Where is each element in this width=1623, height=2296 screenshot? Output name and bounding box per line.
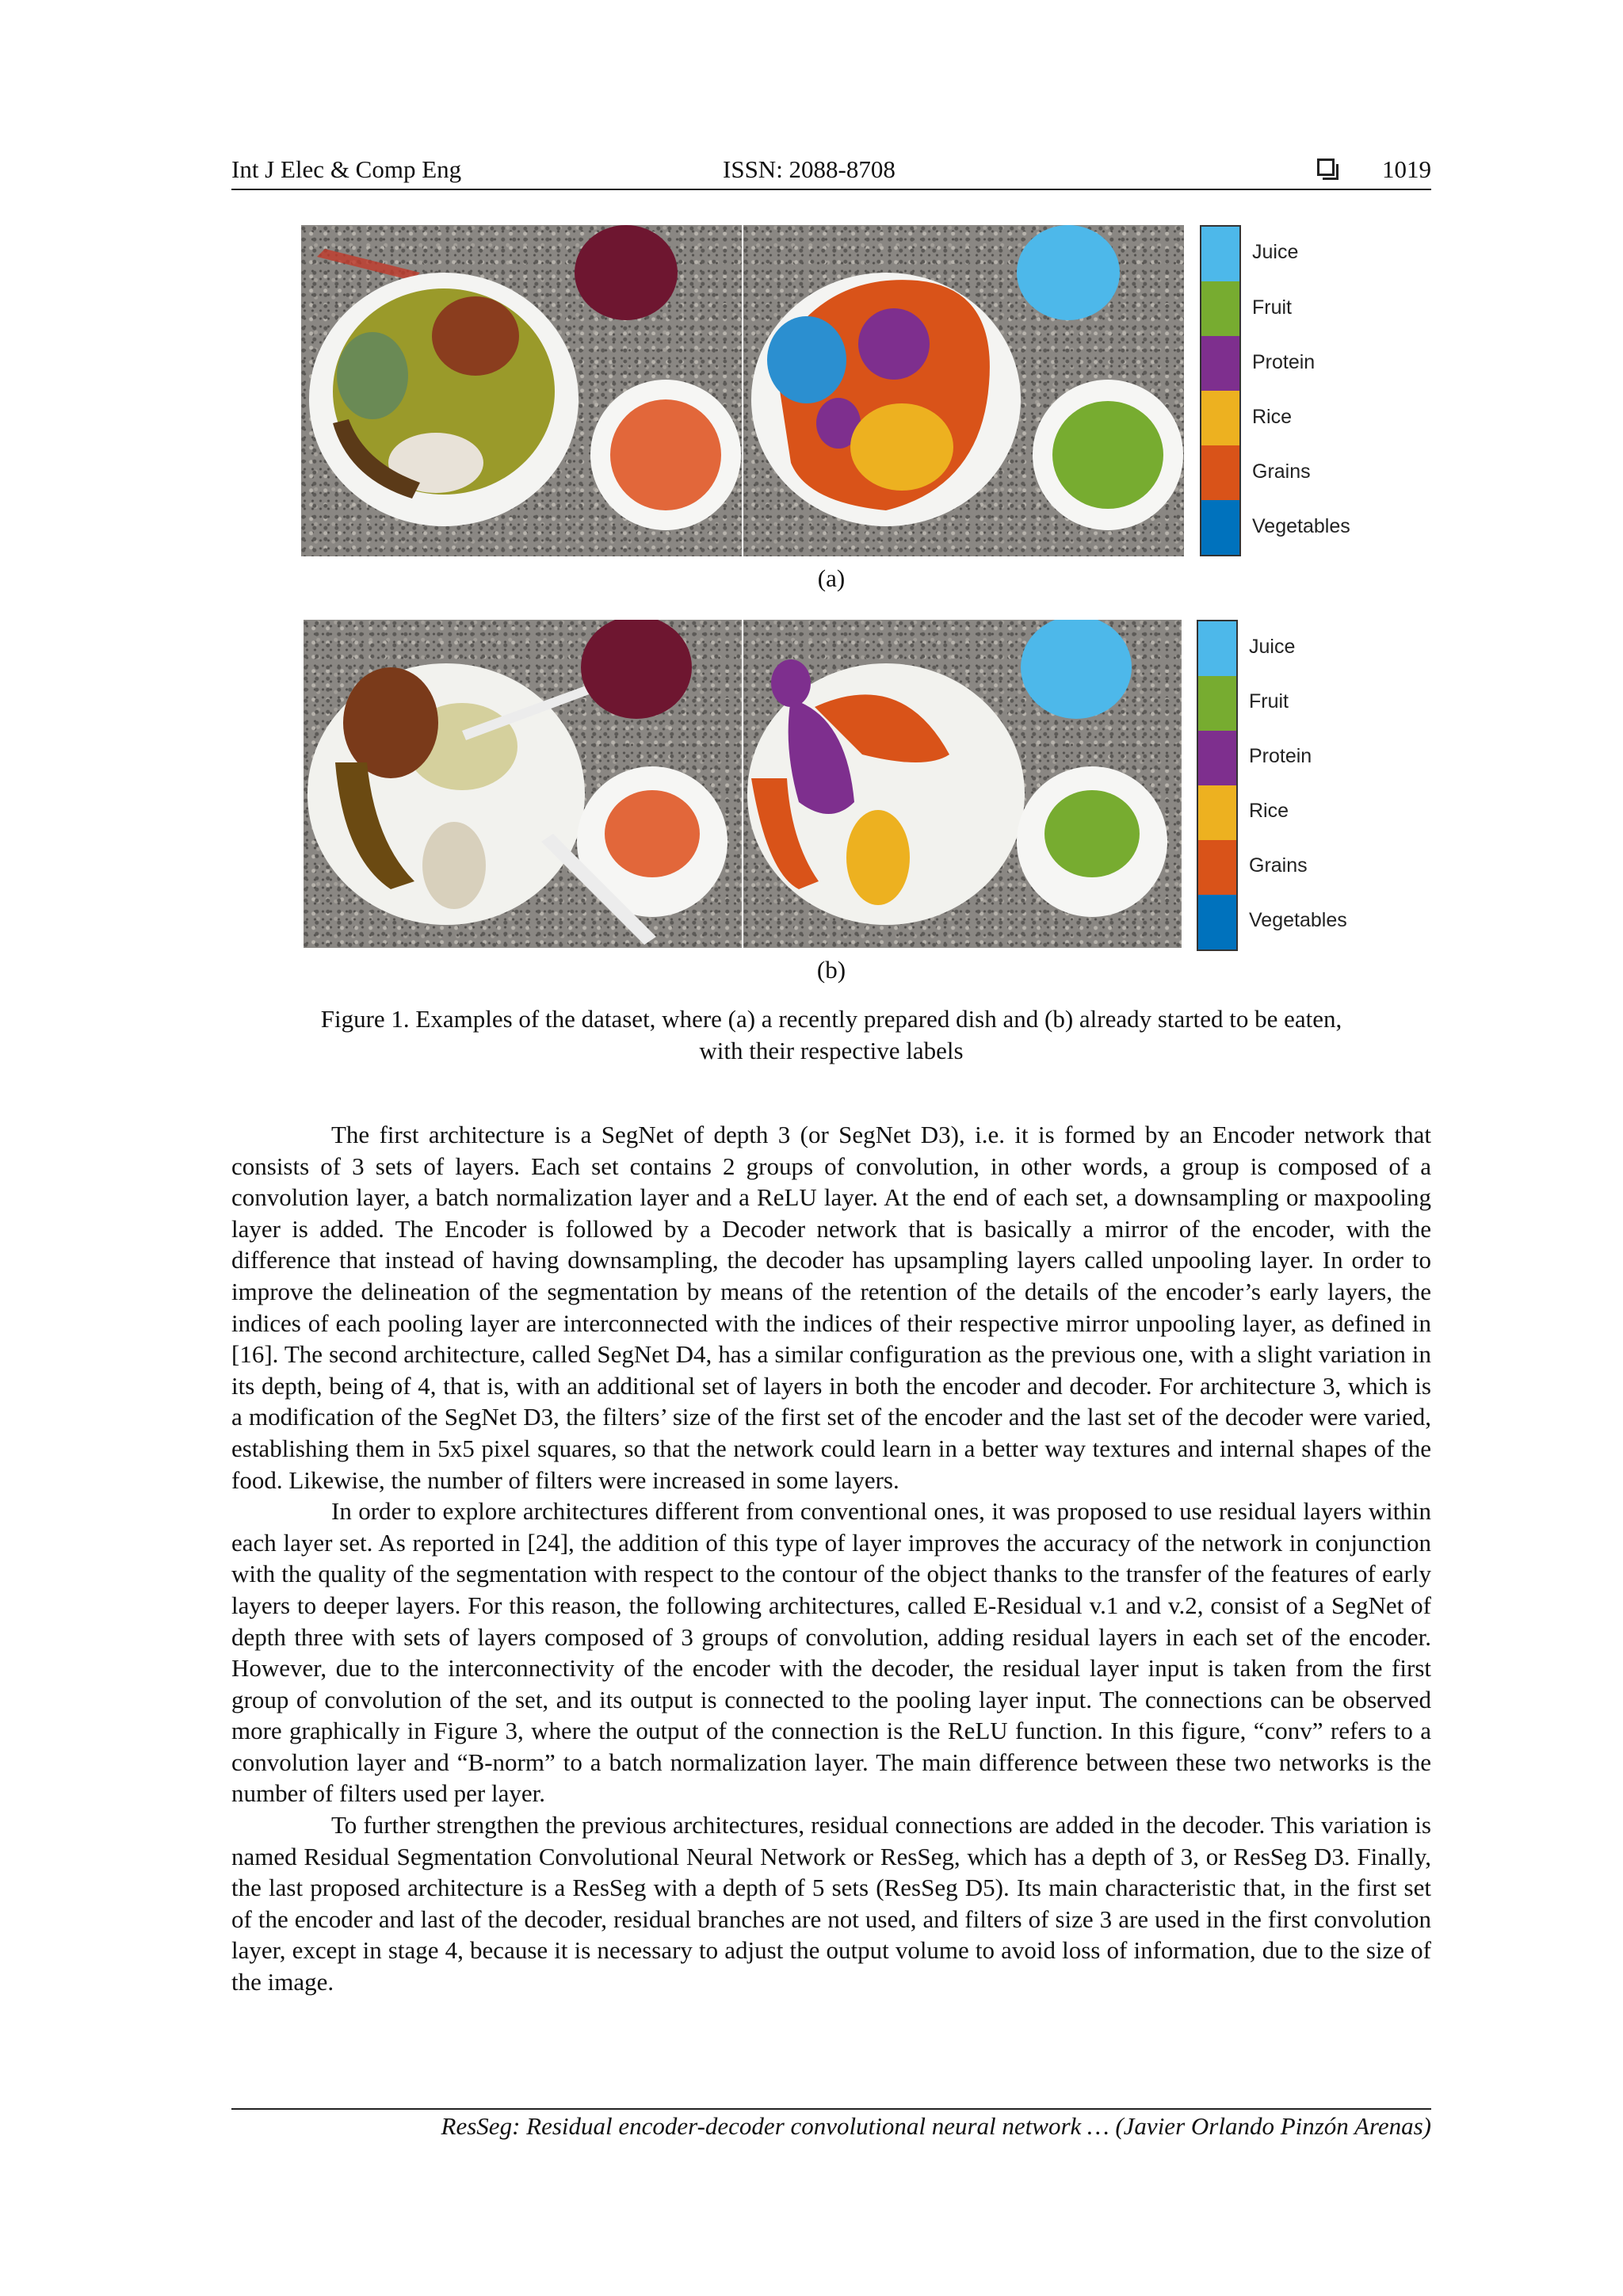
legend-b-swatch-juice: [1198, 621, 1236, 676]
caption-line-2: with their respective labels: [699, 1037, 964, 1064]
legend-a-swatch-rice: [1201, 391, 1239, 445]
legend-b-label-grains: Grains: [1249, 854, 1308, 877]
running-footer: ResSeg: Residual encoder-decoder convolutional neural network … (Javier Orlando Pinzón Arenas): [441, 2112, 1431, 2140]
paragraph-3: To further strengthen the previous architectures, residual connections are added in the decoder. This variation is named Residual Segmentation Convolutional Neural Network or ResSeg, which has a depth of 3, or ResSeg D3. Finally, the last proposed architecture is a ResSeg with a depth of 5 sets (ResSeg D5). Its main characteristic that, in the first set of the encoder and last of the decoder, residual branches are not used, and filters of size 3 are used in the first convolution layer, except in stage 4, because it is necessary to adjust the output volume to avoid loss of information, due to the size of the image.: [231, 1811, 1431, 1996]
photo-a-original: [301, 225, 742, 556]
legend-a-label-juice: Juice: [1252, 241, 1299, 263]
issn: ISSN: 2088-8708: [723, 155, 896, 183]
legend-b-label-fruit: Fruit: [1249, 690, 1289, 712]
legend-a-label-grains: Grains: [1252, 460, 1311, 483]
legend-a-swatch-juice: [1201, 227, 1239, 281]
legend-b-swatches: [1197, 620, 1238, 951]
legend-a-swatches: [1200, 225, 1241, 556]
legend-b-swatch-fruit: [1198, 676, 1236, 731]
caption-line-1: Figure 1. Examples of the dataset, where (a) a recently prepared dish and (b) already started to be eaten,: [320, 1005, 1342, 1033]
legend-a-label-rice: Rice: [1252, 406, 1293, 428]
food-tray-a-original-image: [301, 225, 742, 556]
figure-caption: [231, 1003, 1431, 1067]
legend-b-swatch-grains: [1198, 840, 1236, 895]
footer-divider: [231, 2108, 1431, 2110]
sublabel-a: (a): [817, 564, 846, 592]
body-text: [231, 1119, 1431, 1998]
photo-b-labeled: [743, 620, 1182, 948]
paragraph-1: The first architecture is a SegNet of depth 3 (or SegNet D3), i.e. it is formed by an Encoder network that consists of 3 sets of layers. Each set contains 2 groups of convolution, in other words, a group is composed of a convolution layer, a batch normalization layer and a ReLU layer. At the end of each set, a downsampling or maxpooling layer is added. The Encoder is followed by a Decoder network that is basically a mirror of the encoder, with the difference that instead of having downsampling, the decoder has upsampling layers called unpooling layer. In order to improve the delineation of the segmentation by means of the retention of the details of the encoder’s early layers, the indices of each pooling layer are interconnected with the indices of their respective mirror unpooling layer, as defined in [16]. The second architecture, called SegNet D4, has a similar configuration as the previous one, with a slight variation in its depth, being of 4, that is, with an additional set of layers in both the encoder and decoder. For architecture 3, which is a modification of the SegNet D3, the filters’ size of the first set of the encoder and the last set of the decoder were varied, establishing them in 5x5 pixel squares, so that the network could learn in a better way textures and internal shapes of the food. Likewise, the number of filters were increased in some layers.: [231, 1121, 1431, 1494]
legend-a-swatch-protein: [1201, 336, 1239, 391]
sublabel-b: (b): [816, 956, 846, 984]
legend-a-swatch-grains: [1201, 445, 1239, 500]
photo-b-original: [304, 620, 742, 948]
checkbox-square-icon: [1317, 159, 1335, 176]
page-header: [231, 155, 1431, 189]
legend-b-swatch-vegetables: [1198, 895, 1236, 949]
journal-name: Int J Elec & Comp Eng: [231, 155, 462, 183]
legend-b-label-rice: Rice: [1249, 800, 1289, 822]
page-number: 1019: [1382, 155, 1431, 183]
header-divider: [231, 189, 1431, 190]
legend-a-label-protein: Protein: [1252, 351, 1316, 373]
legend-b-label-vegetables: Vegetables: [1249, 909, 1347, 931]
legend-a-label-fruit: Fruit: [1252, 296, 1292, 319]
paragraph-2: In order to explore architectures different from conventional ones, it was proposed to use residual layers within each layer set. As reported in [24], the addition of this type of layer improves the accuracy of the network in conjunction with the quality of the segmentation with respect to the contour of the object thanks to the transfer of the features of early layers to deeper layers. For this reason, the following architectures, called E-Residual v.1 and v.2, consist of a SegNet of depth three with sets of layers composed of 3 groups of convolution, adding residual layers in each set of the encoder. However, due to the interconnectivity of the encoder with the decoder, the residual layer input is taken from the first group of convolution of the set, and its output is connected to the pooling layer input. The connections can be observed more graphically in Figure 3, where the output of the connection is the ReLU function. In this figure, “conv” refers to a convolution layer and “B-norm” to a batch normalization layer. The main difference between these two networks is the number of filters used per layer.: [231, 1497, 1431, 1808]
food-tray-b-original-image: [304, 620, 742, 948]
legend-b: [1197, 620, 1371, 948]
legend-b-swatch-protein: [1198, 731, 1236, 785]
photo-a-labeled: [743, 225, 1184, 556]
legend-a-label-vegetables: Vegetables: [1252, 515, 1350, 537]
legend-b-label-juice: Juice: [1249, 636, 1296, 658]
legend-b-swatch-rice: [1198, 785, 1236, 840]
legend-a: [1200, 225, 1374, 558]
food-tray-a-segmented-image: [743, 225, 1184, 556]
legend-a-swatch-vegetables: [1201, 500, 1239, 555]
legend-b-label-protein: Protein: [1249, 745, 1312, 767]
legend-a-swatch-fruit: [1201, 281, 1239, 336]
food-tray-b-segmented-image: [743, 620, 1182, 948]
